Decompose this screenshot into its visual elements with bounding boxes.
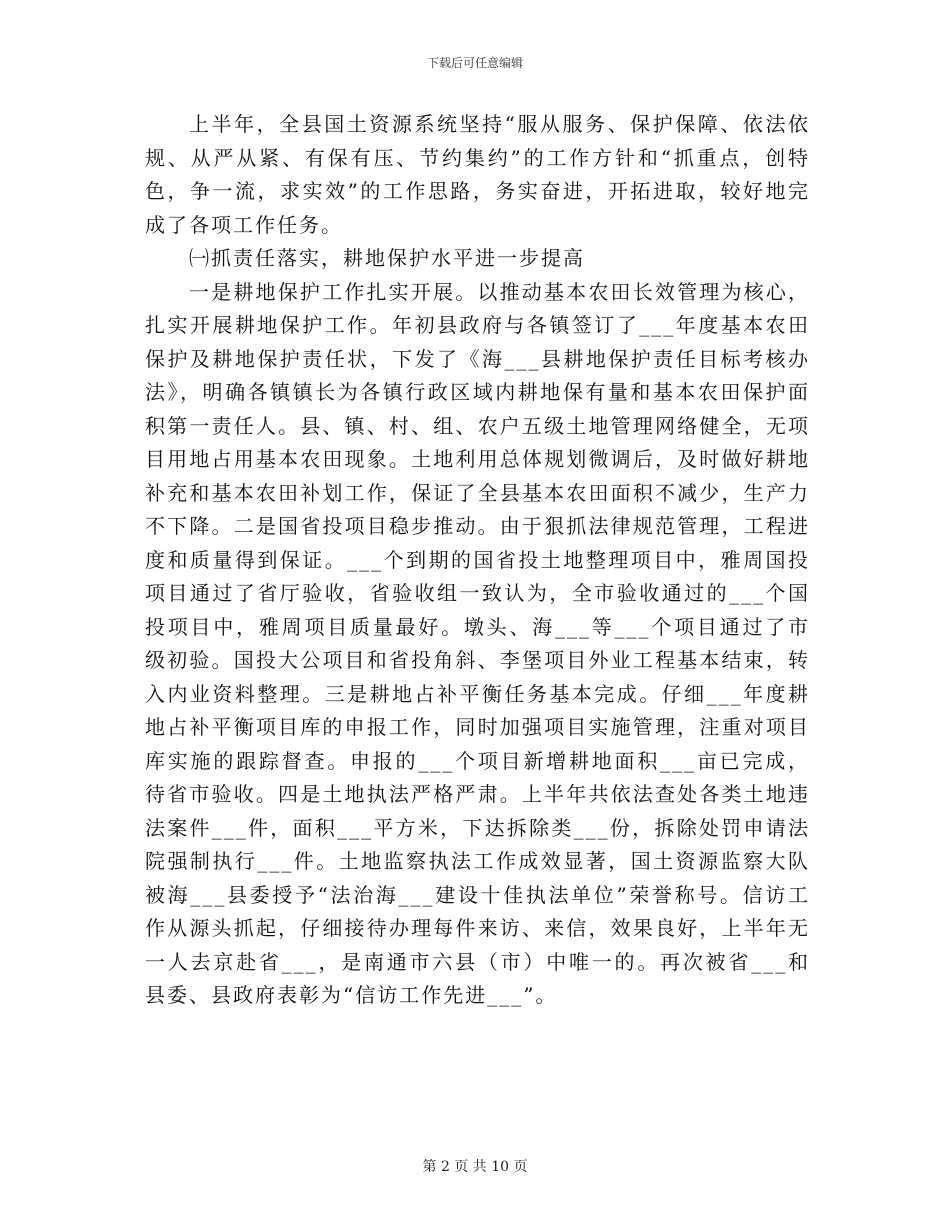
page-header: 下载后可任意编辑	[426, 56, 523, 70]
document-body	[145, 108, 810, 1013]
page-number: 第 2 页 共 10 页	[422, 1159, 528, 1175]
paragraph-details: 一是耕地保护工作扎实开展。以推动基本农田长效管理为核心，扎实开展耕地保护工作。年初县政府与各镇签订了___年度基本农田保护及耕地保护责任状，下发了《海___县耕地保护责任目标考核办法》，明确各镇镇长为各镇行政区域内耕地保有量和基本农田保护面积第一责任人。县、镇、村、组、农户五级土地管理网络健全，无项目用地占用基本农田现象。土地利用总体规划微调后，及时做好耕地补充和基本农田补划工作，保证了全县基本农田面积不减少，生产力不下降。二是国省投项目稳步推动。由于狠抓法律规范管理，工程进度和质量得到保证。___个到期的国省投土地整理项目中，雅周国投项目通过了省厅验收，省验收组一致认为，全市验收通过的___个国投项目中，雅周项目质量最好。墩头、海___等___个项目通过了市级初验。国投大公项目和省投角斜、李堡项目外业工程基本结束，转入内业资料整理。三是耕地占补平衡任务基本完成。仔细___年度耕地占补平衡项目库的申报工作，同时加强项目实施管理，注重对项目库实施的跟踪督查。申报的___个项目新增耕地面积___亩已完成，待省市验收。四是土地执法严格严肃。上半年共依法查处各类土地违法案件___件，面积___平方米，下达拆除类___份，拆除处罚申请法院强制执行___件。土地监察执法工作成效显著，国土资源监察大队被海___县委授予“法治海___建设十佳执法单位”荣誉称号。信访工作从源头抓起，仔细接待办理每件来访、来信，效果良好，上半年无一人去京赴省___，是南通市六县（市）中唯一的。再次被省___和县委、县政府表彰为“信访工作先进___”。	[145, 279, 810, 1007]
paragraph-intro: 上半年，全县国土资源系统坚持“服从服务、保护保障、依法依规、从严从紧、有保有压、节约集约”的工作方针和“抓重点，创特色，争一流，求实效”的工作思路，务实奋进，开拓进取，较好地完成了各项工作任务。	[145, 112, 810, 237]
section-heading: ㈠抓责任落实，耕地保护水平进一步提高	[189, 246, 585, 270]
